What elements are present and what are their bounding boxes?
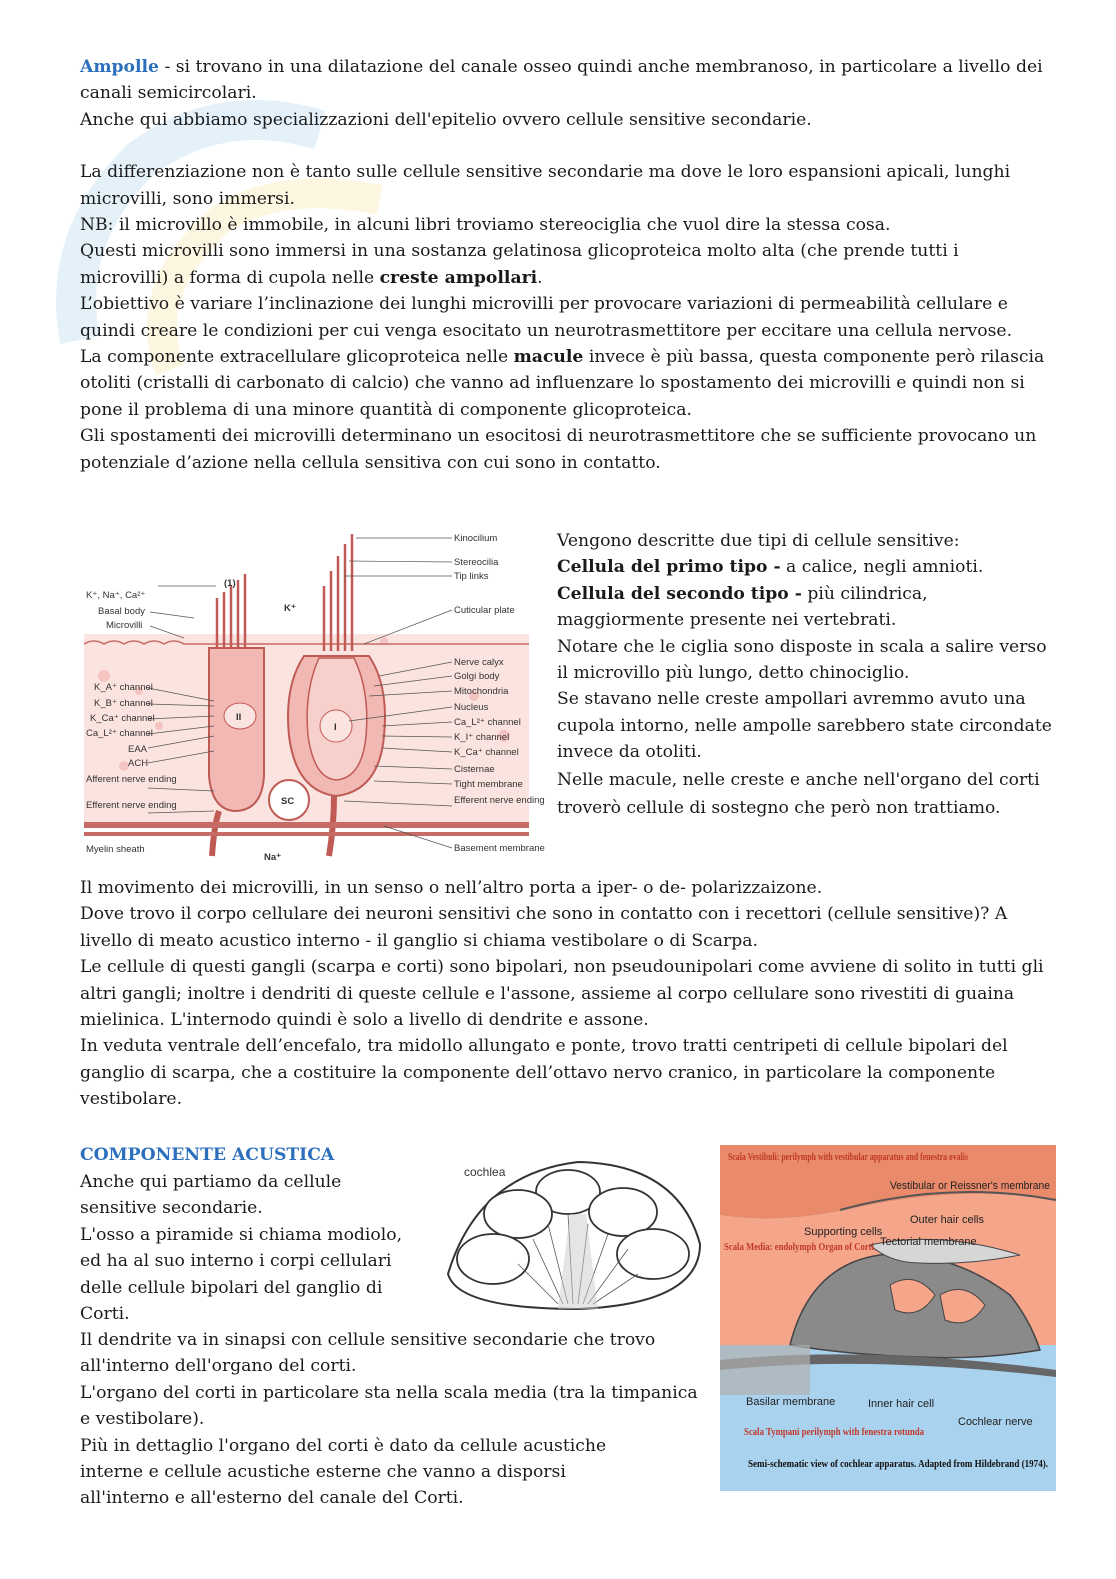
label-efferent: Efferent nerve ending xyxy=(86,800,177,811)
label-tip-links: Tip links xyxy=(454,571,489,582)
label-cal-channel-r: Ca_L²⁺ channel xyxy=(454,717,521,728)
label-na: Na⁺ xyxy=(264,852,282,863)
acustica-text-wide xyxy=(80,1327,710,1512)
label-scala-tympani: Scala Tympani perilymph with fenestra rotunda xyxy=(744,1427,925,1438)
label-kb-channel: K_B⁺ channel xyxy=(94,698,153,709)
paragraph: Notare che le ciglia sono disposte in scala a salire verso il microvillo più lungo, detto chinociglio. xyxy=(557,636,1047,684)
paragraph: Anche qui partiamo da cellule sensitive secondarie. xyxy=(80,1172,342,1219)
paragraph: Se stavano nelle creste ampollari avremmo avuto una cupola intorno, nelle ampolle sarebbero state circondate invece da otoliti. xyxy=(557,689,1052,763)
label-kca-channel-r: K_Ca⁺ channel xyxy=(454,747,519,758)
ampolle-title: Ampolle xyxy=(80,57,159,77)
paragraph: L'organo del corti in particolare sta nella scala media (tra la timpanica e vestibolare). xyxy=(80,1382,698,1430)
label-basilar: Basilar membrane xyxy=(746,1396,836,1408)
label-nerve-calyx: Nerve calyx xyxy=(454,657,504,668)
cochlea-figure xyxy=(438,1154,708,1314)
label-vestibular-membrane: Vestibular or Reissner's membrane xyxy=(890,1180,1050,1192)
cell-types-text xyxy=(557,528,1057,822)
label-one: (1) xyxy=(224,578,236,589)
label-cisternae: Cisternae xyxy=(454,764,495,775)
paragraph: Vengono descritte due tipi di cellule sensitive: xyxy=(557,531,960,551)
paragraph: Il dendrite va in sinapsi con cellule sensitive secondarie che trovo all'interno dell'organo del corti. xyxy=(80,1330,656,1377)
label-scala-media: Scala Media: endolymph Organ of Corti xyxy=(724,1242,875,1253)
paragraph: In veduta ventrale dell’encefalo, tra midollo allungato e ponte, trovo tratti centripeti di cellule bipolari del ganglio di scarpa, che a costituire la componente dell’ottavo nervo cranico, in particolare la componente vestibolare. xyxy=(80,1036,1008,1110)
paragraph: Gli spostamenti dei microvilli determinano un esocitosi di neurotrasmettitore che se sufficiente provocano un potenziale d’azione nella cellula sensitiva con cui sono in contatto. xyxy=(80,426,1037,473)
label-microvilli: Microvilli xyxy=(106,620,143,631)
acustica-text-narrow xyxy=(80,1169,410,1327)
label-kca-channel: K_Ca⁺ channel xyxy=(90,713,155,724)
label-golgi: Golgi body xyxy=(454,671,500,682)
label-efferent-r: Efferent nerve ending xyxy=(454,795,545,806)
label-cuticular: Cuticular plate xyxy=(454,605,515,616)
intro-section xyxy=(80,54,1050,476)
label-supporting-cells: Supporting cells xyxy=(804,1226,883,1238)
paragraph: Anche qui abbiamo specializzazioni dell'epitelio ovvero cellule sensitive secondarie. xyxy=(80,109,812,130)
paragraph: Il movimento dei microvilli, in un senso o nell’altro porta a iper- o de- polarizzaizone. xyxy=(80,878,823,898)
paragraph: L’obiettivo è variare l’inclinazione dei lunghi microvilli per provocare variazioni di permeabilità cellulare e quindi creare le condizioni per cui venga esocitato un neurotrasmettitore per eccitare una cellula nervose. xyxy=(80,294,1013,341)
label-nucleus: Nucleus xyxy=(454,702,489,713)
label-ki-channel: K_I⁺ channel xyxy=(454,732,510,743)
label-kinocilium: Kinocilium xyxy=(454,533,498,544)
paragraph: Nelle macule, nelle creste e anche nell'organo del corti troverò cellule di sostegno che però non trattiamo. xyxy=(557,769,1040,818)
paragraph: NB: il microvillo è immobile, in alcuni libri troviamo stereociglia che vuol dire la stessa cosa. xyxy=(80,215,891,236)
label-cochlear-nerve: Cochlear nerve xyxy=(958,1416,1033,1428)
label-stereocilia: Stereocilia xyxy=(454,557,499,568)
label-mitochondria: Mitochondria xyxy=(454,686,509,697)
paragraph: Cellula del primo tipo - a calice, negli amnioti. xyxy=(557,557,984,578)
label-afferent: Afferent nerve ending xyxy=(86,774,177,785)
acustica-heading: COMPONENTE ACUSTICA xyxy=(80,1145,335,1165)
label-type-ii: II xyxy=(236,712,242,723)
paragraph: La componente extracellulare glicoproteica nelle macule invece è più bassa, questa componente però rilascia otoliti (cristalli di carbonato di calcio) che vanno ad influenzare lo spostamento dei microvilli e quindi non si pone il problema di una minore quantità di componente glicoproteica. xyxy=(80,347,1045,420)
label-cal-channel: Ca_L²⁺ channel xyxy=(86,728,153,739)
paragraph: Le cellule di questi gangli (scarpa e corti) sono bipolari, non pseudounipolari come avviene di solito in tutti gli altri gangli; inoltre i dendriti di queste cellule e l'assone, assieme al corpo cellulare sono rivestiti di guaina mielinica. L'internodo quindi è solo a livello di dendrite e assone. xyxy=(80,957,1044,1031)
label-ach: ACH xyxy=(128,758,149,769)
label-basal-body: Basal body xyxy=(98,606,146,617)
corti-caption: Semi-schematic view of cochlear apparatus. Adapted from Hildebrand (1974). xyxy=(748,1459,1049,1470)
cochlea-label: cochlea xyxy=(464,1165,506,1179)
paragraph: L'osso a piramide si chiama modiolo, ed ha al suo interno i corpi cellulari delle cellule bipolari del ganglio di Corti. xyxy=(80,1224,403,1325)
label-outer-hair: Outer hair cells xyxy=(910,1214,984,1226)
label-sc: SC xyxy=(281,796,295,807)
paragraph: Cellula del secondo tipo - più cilindrica, maggiormente presente nei vertebrati. xyxy=(557,583,928,631)
label-tight-membrane: Tight membrane xyxy=(454,779,523,790)
label-type-i: I xyxy=(334,722,337,733)
hair-cell-figure xyxy=(84,526,545,868)
label-eaa: EAA xyxy=(128,744,148,755)
label-basement: Basement membrane xyxy=(454,843,545,854)
paragraph: Dove trovo il corpo cellulare dei neuroni sensitivi che sono in contatto con i recettori (cellule sensitive)? A livello di meato acustico interno - il ganglio si chiama vestibolare o di Scarpa. xyxy=(80,904,1008,951)
paragraph: Ampolle - si trovano in una dilatazione del canale osseo quindi anche membranoso, in particolare a livello dei canali semicircolari. xyxy=(80,57,1043,104)
label-ka-channel: K_A⁺ channel xyxy=(94,682,153,693)
paragraph: Più in dettaglio l'organo del corti è dato da cellule acustiche interne e cellule acustiche esterne che vanno a disporsi all'interno e all'esterno del canale del Corti. xyxy=(80,1435,607,1509)
middle-section xyxy=(80,875,1060,1113)
corti-figure xyxy=(720,1145,1056,1491)
paragraph: Questi microvilli sono immersi in una sostanza gelatinosa glicoproteica molto alta (che prende tutti i microvilli) a forma di cupola nelle creste ampollari. xyxy=(80,241,959,288)
label-k-apical: K⁺ xyxy=(284,603,296,614)
label-inner-hair: Inner hair cell xyxy=(868,1398,935,1410)
label-tectorial: Tectorial membrane xyxy=(880,1236,977,1248)
label-scala-vestibuli: Scala Vestibuli: perilymph with vestibular apparatus and fenestra ovalis xyxy=(728,1152,968,1163)
label-myelin: Myelin sheath xyxy=(86,844,145,855)
label-ions: K⁺, Na⁺, Ca²⁺ xyxy=(86,590,146,601)
paragraph: La differenziazione non è tanto sulle cellule sensitive secondarie ma dove le loro espansioni apicali, lunghi microvilli, sono immersi. xyxy=(80,162,1011,209)
